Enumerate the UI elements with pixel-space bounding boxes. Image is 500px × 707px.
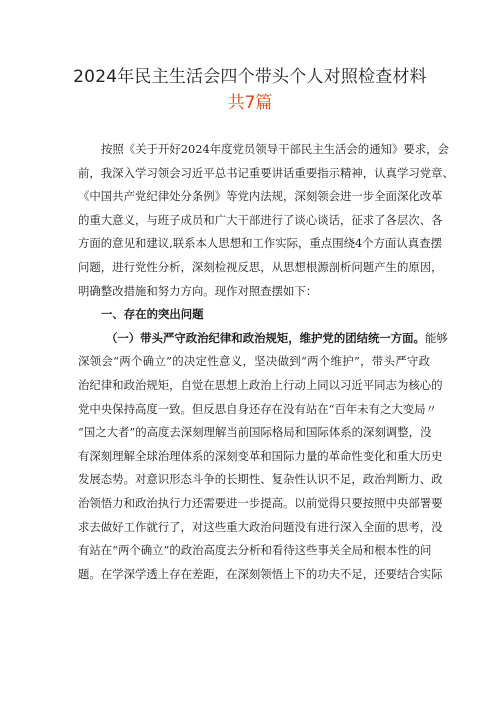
paragraph-line: 治领悟力和政治执行力还需要进一步提高。以前觉得只要按照中央部署要 (78, 495, 443, 510)
paragraph-line: 治纪律和政治规矩，自觉在思想上政治上行动上同以习近平同志为核心的 (78, 377, 443, 392)
paragraph-line: 方面的意见和建议,联系本人思想和工作实际，重点围绕4个方面认真查摆 (78, 236, 442, 251)
paragraph-line: 题。在学深学透上存在差距，在深刻领悟上下的功夫不足，还要结合实际 (78, 566, 443, 581)
document-title: 2024年民主生活会四个带头个人对照检查材料 (73, 67, 427, 87)
paragraph-line: “国之大者”的高度去深刻理解当前国际格局和国际体系的深刻调整，没 (78, 425, 432, 440)
subsection-heading-line (78, 327, 448, 351)
paragraph-line: 《中国共产党纪律处分条例》等党内法规，深刻领会进一步全面深化改革 (78, 189, 443, 204)
paragraph-line: 求去做好工作就行了，对这些重大政治问题没有进行深入全面的思考，没 (78, 519, 443, 534)
section-heading: 一、存在的突出问题 (101, 307, 204, 322)
paragraph-line: 深领会“两个确立”的决定性意义，坚决做到“两个维护”，带头严守政 (78, 354, 430, 369)
paragraph-line: 有站在“两个确立”的政治高度去分析和看待这些事关全局和根本性的问 (78, 543, 432, 558)
document-subtitle: 共7篇 (227, 93, 273, 113)
paragraph-line: 按照《关于开好2024年度党员领导干部民主生活会的通知》要求，会 (101, 142, 449, 156)
paragraph-line: 问题，进行党性分析，深刻检视反思，从思想根源剖析问题产生的原因， (78, 259, 443, 274)
subsection-heading: （一）带头严守政治纪律和政治规矩，维护党的团结统一方面。 (106, 330, 425, 345)
subsection-tail: 能够 (424, 330, 448, 345)
paragraph-line: 的重大意义，与班子成员和广大干部进行了谈心谈话，征求了各层次、各 (78, 212, 443, 227)
paragraph-line: 前，我深入学习领会习近平总书记重要讲话重要指示精神，认真学习党章、 (78, 165, 454, 180)
document-body (78, 138, 454, 586)
paragraph-line: 有深刻理解全球治理体系的深刻变革和国际力量的革命性变化和重大历史 (78, 448, 443, 463)
paragraph-line: 发展态势。对意识形态斗争的长期性、复杂性认识不足，政治判断力、政 (78, 472, 443, 487)
paragraph-line: 明确整改措施和努力方向。现作对照查摆如下： (78, 283, 318, 298)
paragraph-line: 党中央保持高度一致。但反思自身还存在没有站在“百年未有之大变局〃 (78, 401, 437, 416)
